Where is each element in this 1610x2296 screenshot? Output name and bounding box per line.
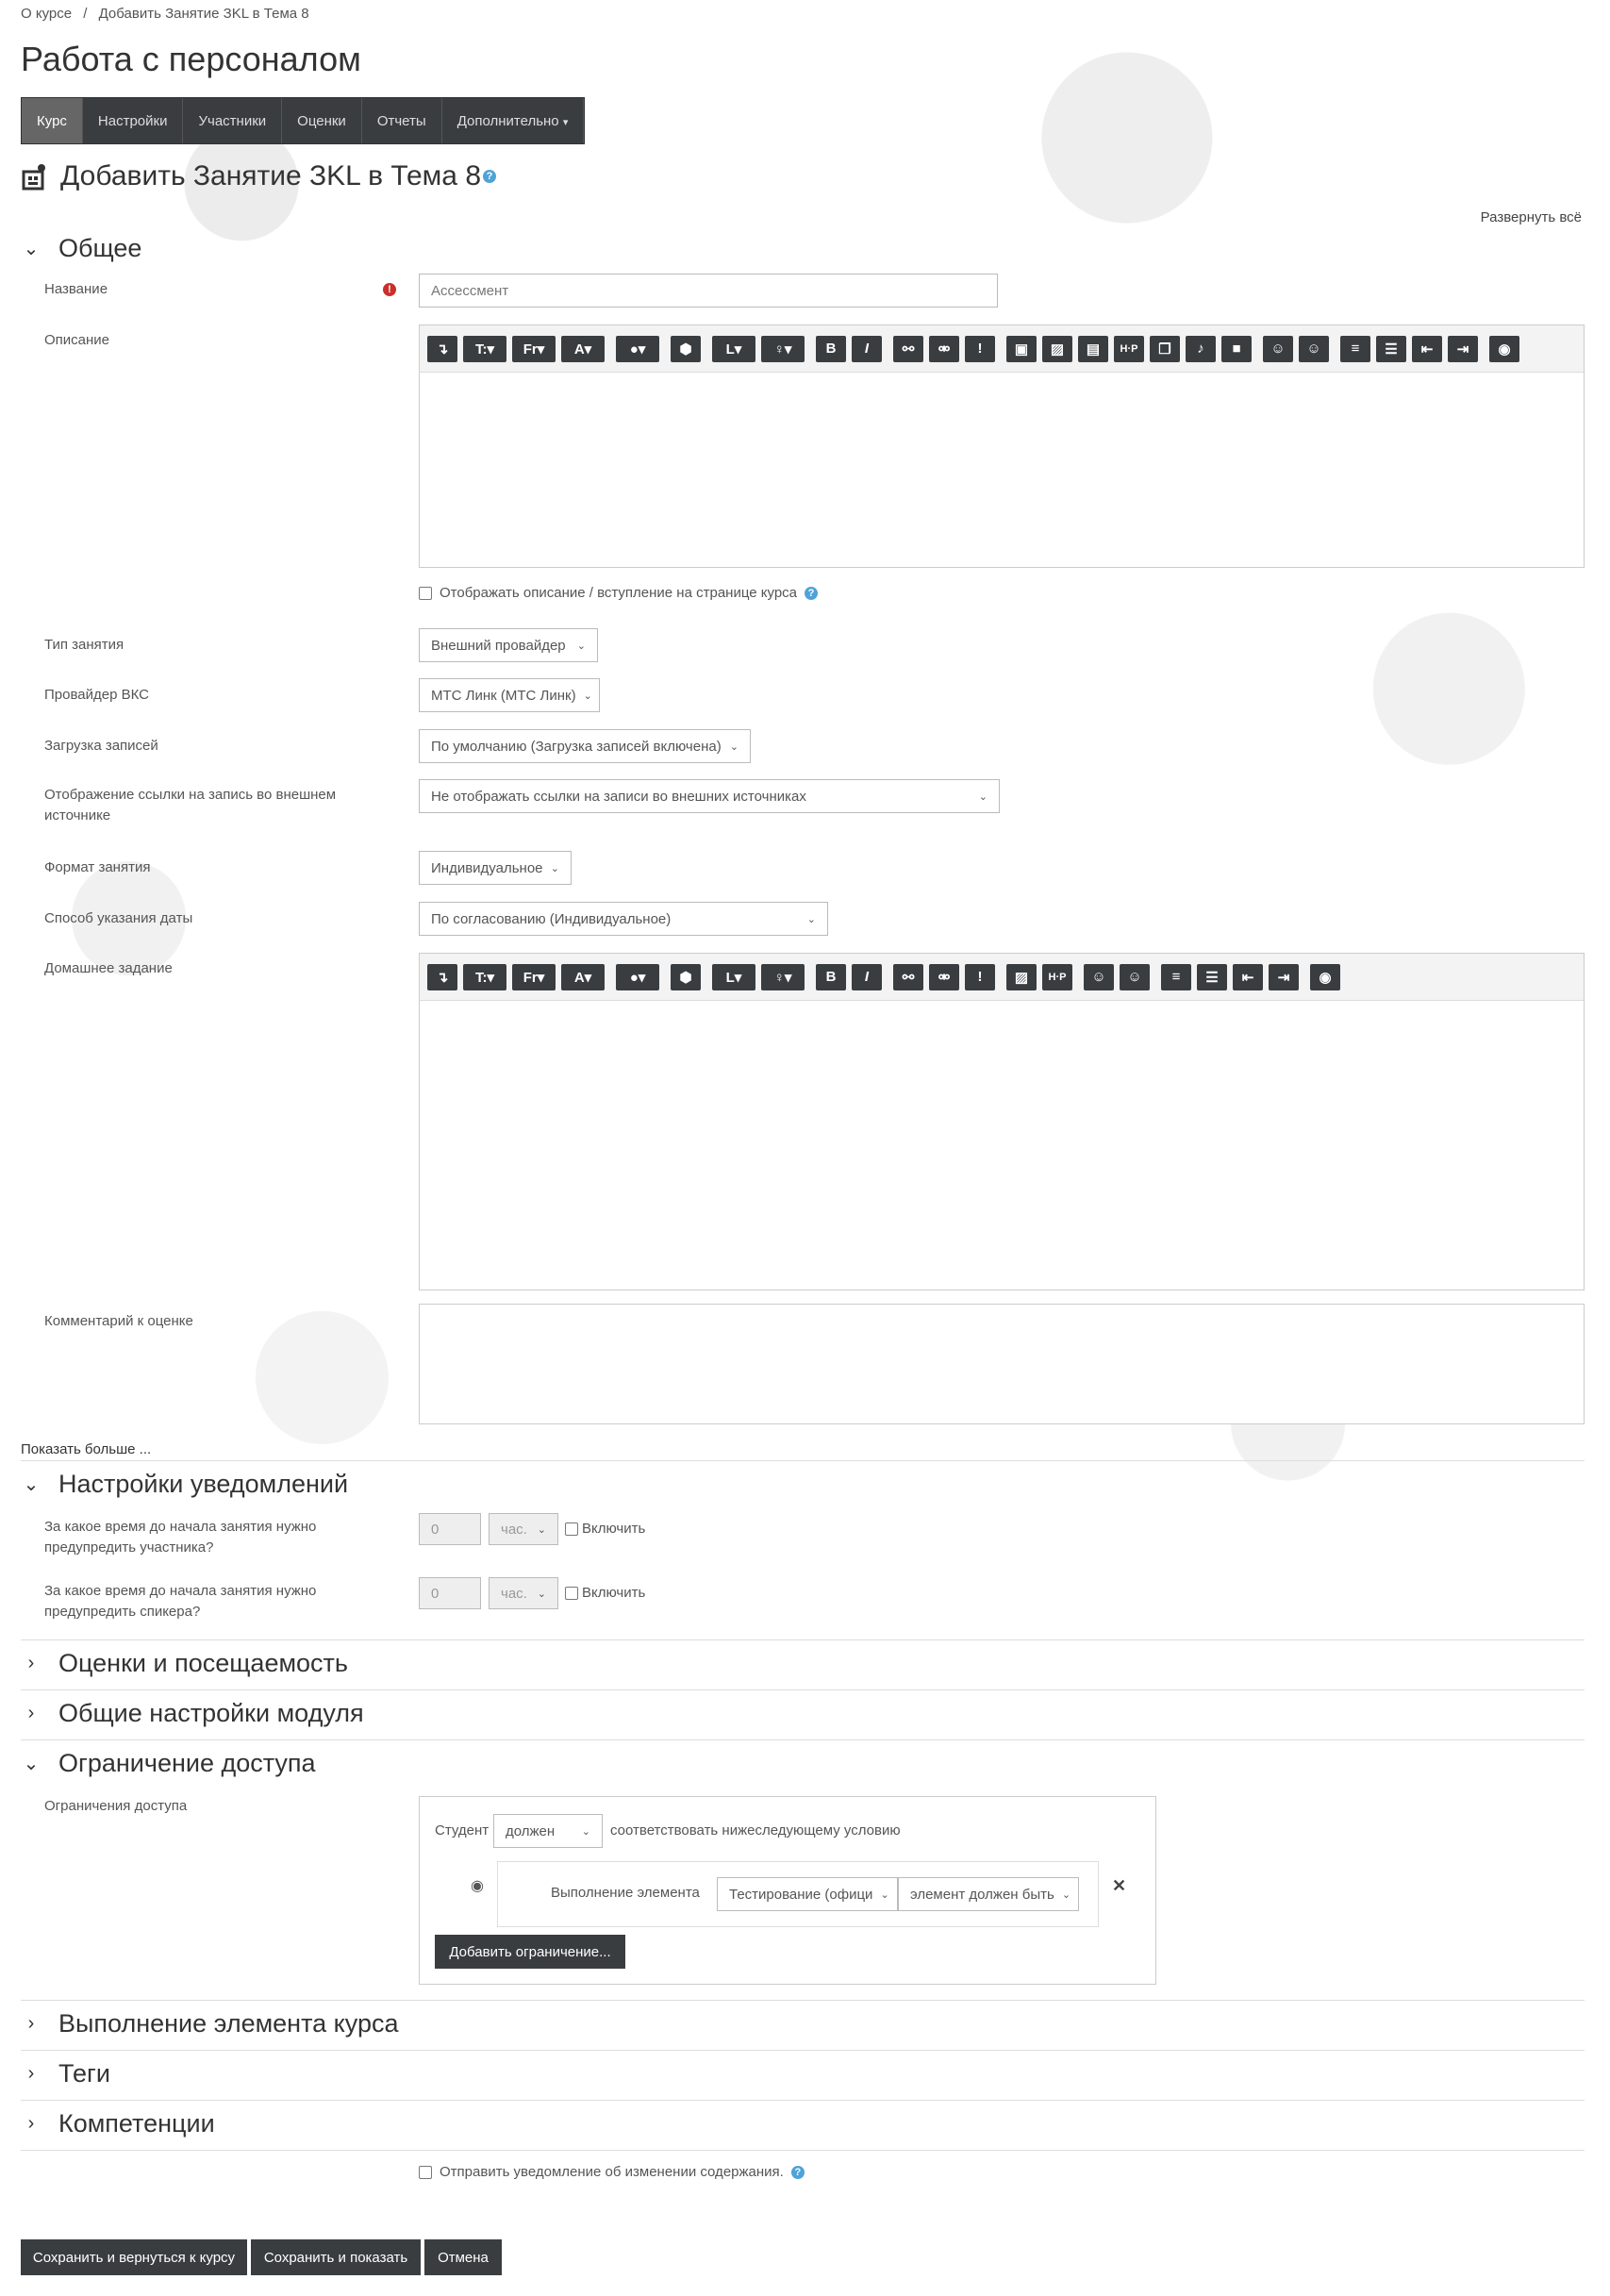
section-general[interactable] — [21, 234, 141, 263]
section-completion[interactable] — [21, 2009, 399, 2038]
bg-color-icon[interactable]: ●▾ — [616, 336, 659, 362]
breadcrumb-current: Добавить Занятие ЗKL в Тема 8 — [98, 6, 309, 22]
course-title: Работа с персоналом — [21, 40, 361, 78]
bold-icon[interactable]: B — [816, 964, 846, 990]
link-display-label: Отображение ссылки на запись во внешнем источнике — [44, 787, 337, 824]
restrict-state-value: элемент должен быть — [910, 1886, 1054, 1903]
alert-icon[interactable]: ! — [965, 336, 995, 362]
chevron-down-icon: ⌄ — [729, 740, 739, 753]
type-select[interactable] — [419, 628, 598, 662]
notify-speaker-value[interactable]: 0 — [419, 1577, 481, 1609]
notify-speaker-enable — [565, 1585, 645, 1601]
bold-icon[interactable]: B — [816, 336, 846, 362]
notify-participant-unit-value: час. — [501, 1521, 527, 1538]
divider — [21, 2150, 1585, 2151]
restrict-label: Ограничения доступа — [44, 1798, 188, 1814]
unlink-icon[interactable]: ⚮ — [929, 336, 959, 362]
section-tags[interactable] — [21, 2059, 110, 2088]
chevron-right-icon: › — [27, 1653, 35, 1673]
activity-icon — [21, 162, 49, 191]
name-input[interactable]: Ассессмент — [419, 274, 998, 308]
outdent-icon[interactable]: ⇤ — [1412, 336, 1442, 362]
unordered-list-icon[interactable]: ≡ — [1161, 964, 1191, 990]
notify-change-row — [419, 2164, 805, 2180]
restrict-activity-value: Тестирование (офици — [729, 1886, 873, 1903]
section-module-settings[interactable] — [21, 1699, 364, 1728]
restrict-condition-text: соответствовать нижеследующему условию — [610, 1822, 901, 1838]
chevron-down-icon: ⌄ — [880, 1888, 889, 1901]
grade-comment-textarea[interactable] — [419, 1304, 1585, 1424]
date-method-select-value: По согласованию (Индивидуальное) — [431, 910, 672, 927]
description-editor[interactable] — [419, 324, 1585, 568]
ordered-list-icon[interactable]: ☰ — [1197, 964, 1227, 990]
section-notifications-title: Настройки уведомлений — [58, 1470, 349, 1498]
notify-participant-value[interactable]: 0 — [419, 1513, 481, 1545]
nav-more-label: Дополнительно — [456, 113, 559, 129]
chevron-down-icon: ⌄ — [537, 1523, 546, 1536]
emoji-icon[interactable]: ☺ — [1084, 964, 1114, 990]
nav-settings[interactable]: Настройки — [83, 98, 184, 143]
section-grades[interactable] — [21, 1649, 348, 1678]
format-icon[interactable]: L▾ — [712, 964, 755, 990]
image-icon[interactable]: ▨ — [1042, 336, 1072, 362]
divider — [21, 2000, 1585, 2001]
breadcrumb-course-link[interactable]: О курсе — [21, 6, 73, 22]
notify-participant-unit[interactable] — [489, 1513, 558, 1545]
chevron-down-icon: ⌄ — [537, 1588, 546, 1600]
notify-participant-label: За какое время до начала занятия нужно предупредить участника? — [44, 1519, 317, 1556]
indent-icon[interactable]: ⇥ — [1448, 336, 1478, 362]
h5p-text-icon[interactable]: H·P — [1042, 964, 1072, 990]
nav-reports[interactable]: Отчеты — [362, 98, 442, 143]
page-heading-text: Добавить Занятие ЗKL в Тема 8 — [60, 160, 482, 191]
notify-change-label: Отправить уведомление об изменении содержания. — [440, 2164, 784, 2180]
chevron-down-icon: ⌄ — [581, 1825, 590, 1838]
help-icon[interactable]: ? — [791, 2166, 805, 2179]
chevron-down-icon: ⌄ — [583, 690, 592, 702]
ordered-list-icon[interactable]: ☰ — [1376, 336, 1406, 362]
hexagon-icon[interactable]: ⬢ — [671, 336, 701, 362]
section-module-title: Общие настройки модуля — [58, 1699, 364, 1727]
unlink-icon[interactable]: ⚮ — [929, 964, 959, 990]
notify-speaker-enable-label: Включить — [582, 1585, 646, 1601]
copy-icon[interactable]: ❐ — [1150, 336, 1180, 362]
show-description-row — [419, 585, 818, 601]
microphone-icon[interactable]: ♪ — [1186, 336, 1216, 362]
notify-participant-enable — [565, 1521, 645, 1537]
chevron-down-icon: ⌄ — [576, 640, 586, 652]
close-icon[interactable]: ✕ — [1112, 1876, 1127, 1895]
format-select[interactable] — [419, 851, 572, 885]
text-style-icon[interactable]: T:▾ — [463, 336, 506, 362]
editor-toolbar — [420, 325, 1584, 373]
notify-participant-checkbox[interactable] — [565, 1522, 578, 1536]
eye-icon[interactable]: ◉ — [471, 1878, 484, 1894]
image-icon[interactable]: ▨ — [1006, 964, 1037, 990]
recording-select-value: По умолчанию (Загрузка записей включена) — [431, 738, 722, 755]
h5p-text-icon[interactable]: H·P — [1114, 336, 1144, 362]
bulb-icon[interactable]: ♀▾ — [761, 964, 805, 990]
h5p-icon[interactable]: ▣ — [1006, 336, 1037, 362]
divider — [21, 1689, 1585, 1690]
emoji-icon[interactable]: ☺ — [1263, 336, 1293, 362]
font-color-icon[interactable]: A▾ — [561, 336, 605, 362]
add-restriction-button[interactable]: Добавить ограничение... — [435, 1935, 625, 1969]
link-icon[interactable]: ⚯ — [893, 336, 923, 362]
bulb-icon[interactable]: ♀▾ — [761, 336, 805, 362]
homework-label: Домашнее задание — [44, 960, 173, 976]
homework-editor[interactable] — [419, 953, 1585, 1290]
editor-toolbar — [420, 954, 1584, 1001]
format-icon[interactable]: L▾ — [712, 336, 755, 362]
divider — [21, 1639, 1585, 1640]
chevron-down-icon: ▾ — [562, 117, 569, 128]
show-description-label: Отображать описание / вступление на странице курса — [440, 585, 797, 601]
text-style-icon[interactable]: T:▾ — [463, 964, 506, 990]
divider — [21, 2050, 1585, 2051]
notify-change-checkbox[interactable] — [419, 2166, 432, 2179]
provider-select-value: МТС Линк (МТС Линк) — [431, 687, 576, 704]
divider — [21, 1460, 1585, 1461]
accessibility-icon[interactable]: ◉ — [1310, 964, 1340, 990]
notify-speaker-unit[interactable] — [489, 1577, 558, 1609]
restrict-activity-select[interactable] — [717, 1877, 898, 1911]
chevron-down-icon: ⌄ — [550, 862, 559, 874]
chevron-down-icon: ⌄ — [1061, 1888, 1071, 1901]
type-label: Тип занятия — [44, 637, 124, 653]
undo-icon[interactable]: ↴ — [427, 336, 457, 362]
chevron-right-icon: › — [27, 2013, 35, 2034]
required-icon: ! — [383, 283, 396, 296]
unordered-list-icon[interactable]: ≡ — [1340, 336, 1370, 362]
indent-icon[interactable]: ⇥ — [1269, 964, 1299, 990]
file-icon[interactable]: ▤ — [1078, 336, 1108, 362]
notify-participant-enable-label: Включить — [582, 1521, 646, 1537]
restrict-box — [419, 1796, 1156, 1985]
nav-course[interactable]: Курс — [22, 98, 83, 143]
cancel-button[interactable]: Отмена — [424, 2239, 502, 2275]
chevron-down-icon: ⌄ — [23, 1474, 40, 1495]
font-color-icon[interactable]: A▾ — [561, 964, 605, 990]
breadcrumb — [21, 6, 317, 22]
divider — [21, 1739, 1585, 1740]
restrict-state-select[interactable] — [898, 1877, 1079, 1911]
undo-icon[interactable]: ↴ — [427, 964, 457, 990]
font-icon[interactable]: Fr▾ — [512, 964, 556, 990]
notify-speaker-label: За какое время до начала занятия нужно предупредить спикера? — [44, 1583, 317, 1620]
page-heading — [21, 160, 496, 192]
chevron-down-icon: ⌄ — [806, 913, 816, 925]
italic-icon[interactable]: I — [852, 964, 882, 990]
section-tags-title: Теги — [58, 2059, 110, 2088]
accessibility-icon[interactable]: ◉ — [1489, 336, 1519, 362]
expand-all-link[interactable]: Развернуть всё — [1480, 209, 1582, 225]
show-description-checkbox[interactable] — [419, 587, 432, 600]
restrict-must-value: должен — [506, 1822, 556, 1839]
format-select-value: Индивидуальное — [431, 859, 543, 876]
link-display-select-value: Не отображать ссылки на записи во внешних источниках — [431, 788, 806, 805]
alert-icon[interactable]: ! — [965, 964, 995, 990]
chevron-down-icon: ⌄ — [23, 1754, 40, 1774]
video-icon[interactable]: ■ — [1221, 336, 1252, 362]
section-competencies-title: Компетенции — [58, 2109, 215, 2138]
show-more-link[interactable]: Показать больше ... — [21, 1441, 152, 1457]
divider — [21, 2100, 1585, 2101]
chevron-down-icon: ⌄ — [23, 239, 40, 259]
restrict-condition-row — [497, 1861, 1099, 1927]
provider-label: Провайдер ВКС — [44, 687, 149, 703]
font-icon[interactable]: Fr▾ — [512, 336, 556, 362]
help-icon[interactable]: ? — [483, 170, 496, 183]
date-method-select[interactable] — [419, 902, 828, 936]
section-restrict-access[interactable] — [21, 1749, 316, 1778]
breadcrumb-separator: / — [83, 6, 88, 22]
date-method-label: Способ указания даты — [44, 910, 193, 926]
hexagon-icon[interactable]: ⬢ — [671, 964, 701, 990]
nav-more[interactable] — [442, 98, 585, 143]
type-select-value: Внешний провайдер — [431, 637, 566, 654]
restrict-student-label: Студент — [435, 1822, 490, 1838]
bg-color-icon[interactable]: ●▾ — [616, 964, 659, 990]
notify-speaker-checkbox[interactable] — [565, 1587, 578, 1600]
link-display-select[interactable] — [419, 779, 1000, 813]
chevron-down-icon: ⌄ — [978, 790, 988, 803]
restrict-must-select[interactable] — [493, 1814, 603, 1848]
section-notifications[interactable] — [21, 1470, 348, 1499]
restrict-completion-label: Выполнение элемента — [551, 1885, 700, 1901]
provider-select[interactable] — [419, 678, 600, 712]
form-buttons — [21, 2239, 502, 2275]
italic-icon[interactable]: I — [852, 336, 882, 362]
save-return-button[interactable]: Сохранить и вернуться к курсу — [21, 2239, 247, 2275]
section-competencies[interactable] — [21, 2109, 215, 2138]
save-display-button[interactable]: Сохранить и показать — [251, 2239, 421, 2275]
emoji-picker-icon[interactable]: ☺ — [1299, 336, 1329, 362]
section-grades-title: Оценки и посещаемость — [58, 1649, 348, 1677]
name-label: Название — [44, 281, 108, 297]
recording-label: Загрузка записей — [44, 738, 158, 754]
outdent-icon[interactable]: ⇤ — [1233, 964, 1263, 990]
notify-speaker-unit-value: час. — [501, 1585, 527, 1602]
chevron-right-icon: › — [27, 2113, 35, 2134]
section-restrict-title: Ограничение доступа — [58, 1749, 316, 1777]
course-nav — [21, 97, 585, 144]
section-general-title: Общее — [58, 234, 142, 262]
nav-participants[interactable]: Участники — [183, 98, 282, 143]
emoji-picker-icon[interactable]: ☺ — [1120, 964, 1150, 990]
recording-select[interactable] — [419, 729, 751, 763]
chevron-right-icon: › — [27, 1703, 35, 1723]
help-icon[interactable]: ? — [805, 587, 818, 600]
format-label: Формат занятия — [44, 859, 151, 875]
nav-grades[interactable]: Оценки — [282, 98, 362, 143]
grade-comment-label: Комментарий к оценке — [44, 1313, 193, 1329]
description-label: Описание — [44, 332, 110, 348]
link-icon[interactable]: ⚯ — [893, 964, 923, 990]
chevron-right-icon: › — [27, 2063, 35, 2084]
section-completion-title: Выполнение элемента курса — [58, 2009, 399, 2038]
